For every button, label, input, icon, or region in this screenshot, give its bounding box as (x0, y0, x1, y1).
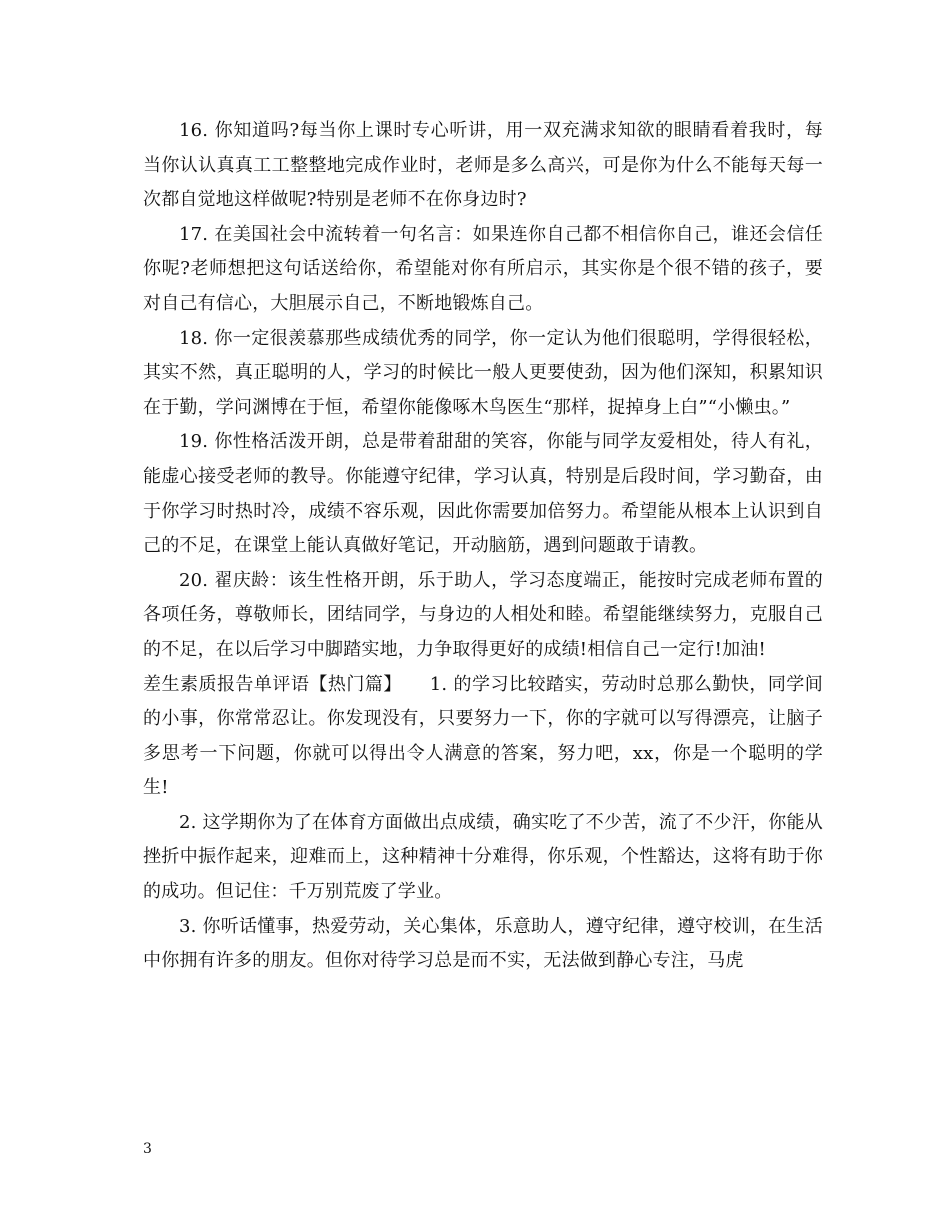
paragraph-17: 17. 在美国社会中流转着一句名言：如果连你自己都不相信你自己，谁还会信任你呢?老师想把这句话送给你，希望能对你有所启示，其实你是个很不错的孩子，要对自己有信心，大胆展示自己，不断地锻炼自己。 (143, 223, 823, 314)
paragraph-2: 2. 这学期你为了在体育方面做出点成绩，确实吃了不少苦，流了不少汗，你能从挫折中振作起来，迎难而上，这种精神十分难得，你乐观，个性豁达，这将有助于你的成功。但记住：千万别荒废了学业。 (143, 811, 823, 903)
section-heading-paragraph-1: 差生素质报告单评语【热门篇】 1. 的学习比较踏实，劳动时总那么勤快，同学间的小事，你常常忍让。你发现没有，只要努力一下，你的字就可以写得漂亮，让脑子多思考一下问题，你就可以得出令人满意的答案，努力吧，xx，你是一个聪明的学生! (143, 673, 823, 799)
paragraph-20: 20. 翟庆龄：该生性格开朗，乐于助人，学习态度端正，能按时完成老师布置的各项任务，尊敬师长，团结同学，与身边的人相处和睦。希望能继续努力，克服自己的不足，在以后学习中脚踏实地，力争取得更好的成绩!相信自己一定行!加油! (143, 569, 823, 660)
page-number: 3 (143, 1141, 152, 1157)
document-body (143, 114, 823, 979)
paragraph-16: 16. 你知道吗?每当你上课时专心听讲，用一双充满求知欲的眼睛看着我时，每当你认认真真工工整整地完成作业时，老师是多么高兴，可是你为什么不能每天每一次都自觉地这样做呢?特别是老师不在你身边时? (143, 120, 823, 211)
paragraph-19: 19. 你性格活泼开朗，总是带着甜甜的笑容，你能与同学友爱相处，待人有礼，能虚心接受老师的教导。你能遵守纪律，学习认真，特别是后段时间，学习勤奋，由于你学习时热时冷，成绩不容乐观，因此你需要加倍努力。希望能从根本上认识到自己的不足，在课堂上能认真做好笔记，开动脑筋，遇到问题敢于请教。 (143, 431, 823, 557)
paragraph-3: 3. 你听话懂事，热爱劳动，关心集体，乐意助人，遵守纪律，遵守校训，在生活中你拥有许多的朋友。但你对待学习总是而不实，无法做到静心专注，马虎 (143, 915, 823, 972)
paragraph-18: 18. 你一定很羡慕那些成绩优秀的同学，你一定认为他们很聪明，学得很轻松，其实不然，真正聪明的人，学习的时候比一般人更要使劲，因为他们深知，积累知识在于勤，学问渊博在于恒，希望你能像啄木鸟医生“那样，捉掉身上白”“小懒虫。” (143, 327, 823, 418)
